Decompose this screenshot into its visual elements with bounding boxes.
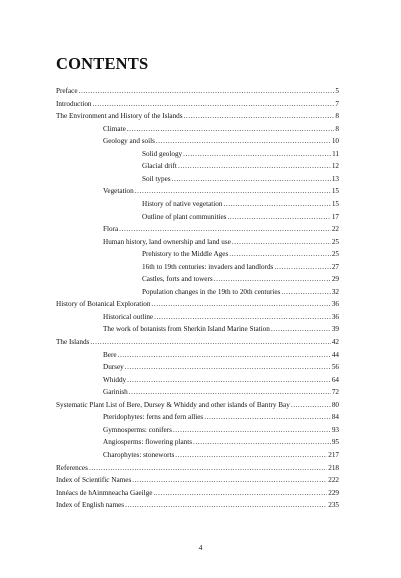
toc-leader-dots — [172, 175, 331, 184]
toc-entry-label: Preface — [56, 87, 78, 95]
toc-entry-page: 17 — [331, 212, 339, 221]
toc-entry — [103, 388, 339, 397]
toc-leader-dots — [183, 150, 331, 159]
toc-entry — [103, 325, 339, 334]
toc-entry-label: Prehistory to the Middle Ages — [142, 250, 229, 259]
toc-leader-dots — [175, 451, 327, 460]
toc-entry-page: 29 — [331, 275, 339, 284]
toc-entry-label: Dursey — [103, 363, 124, 372]
toc-entry — [56, 489, 339, 498]
toc-entry-page: 222 — [328, 476, 339, 485]
toc-leader-dots — [271, 325, 331, 334]
toc-entry-page: 32 — [331, 287, 339, 296]
toc-entry-page: 95 — [331, 438, 339, 447]
toc-entry — [56, 401, 339, 410]
toc-entry-label: Glacial drift — [142, 162, 177, 171]
toc-leader-dots — [223, 200, 330, 209]
toc-entry-label: Bere — [103, 350, 117, 359]
toc-entry-label: Introduction — [56, 99, 92, 108]
toc-leader-dots — [129, 388, 331, 397]
toc-entry-page: 12 — [331, 162, 339, 171]
toc-entry-page: 10 — [331, 137, 339, 146]
toc-leader-dots — [79, 87, 335, 96]
toc-entry-page: 235 — [328, 501, 339, 510]
toc-leader-dots — [184, 112, 335, 121]
toc-entry — [103, 238, 339, 247]
toc-entry — [103, 438, 339, 447]
toc-entry-page: 5 — [335, 87, 339, 95]
toc-entry-label: Historical outline — [103, 312, 154, 321]
toc-entry — [103, 225, 339, 234]
toc-entry-page: 39 — [331, 325, 339, 334]
toc-entry — [142, 175, 339, 184]
toc-leader-dots — [119, 225, 331, 234]
toc-entry-label: Geology and soils — [103, 137, 155, 146]
toc-entry-page: 25 — [331, 250, 339, 259]
toc-entry-page: 13 — [331, 174, 339, 183]
toc-entry-page: 93 — [331, 425, 339, 434]
toc-entry-page: 22 — [331, 225, 339, 234]
toc-entry-label: Whiddy — [103, 375, 127, 384]
toc-leader-dots — [229, 250, 331, 259]
toc-entry-label: Index of English names — [56, 501, 125, 510]
toc-entry-label: Flora — [103, 225, 119, 234]
toc-leader-dots — [125, 501, 327, 510]
toc-leader-dots — [93, 100, 335, 109]
toc-entry-label: Garinish — [103, 388, 128, 397]
toc-entry-label: The work of botanists from Sherkin Island Marine Station — [103, 325, 270, 334]
toc-entry-page: 27 — [331, 262, 339, 271]
toc-entry-label: Innéacs de hAinmneacha Gaeilge — [56, 488, 153, 497]
toc-entry — [142, 263, 339, 272]
toc-entry-label: Charophytes: stoneworts — [103, 450, 175, 459]
toc-leader-dots — [232, 238, 331, 247]
toc-entry-page: 36 — [331, 312, 339, 321]
toc-entry-label: Index of Scientific Names — [56, 476, 132, 485]
toc-entry — [56, 464, 339, 473]
toc-entry-page: 218 — [328, 463, 339, 472]
toc-entry-page: 11 — [332, 149, 339, 158]
toc-entry — [142, 213, 339, 222]
toc-entry-page: 64 — [331, 375, 339, 384]
toc-entry-page: 229 — [328, 488, 339, 497]
toc-entry-label: References — [56, 463, 88, 472]
toc-leader-dots — [153, 489, 327, 498]
toc-leader-dots — [151, 300, 330, 309]
toc-leader-dots — [227, 213, 330, 222]
toc-entry — [142, 162, 339, 171]
toc-entry-label: Outline of plant communities — [142, 212, 227, 221]
toc-entry — [103, 413, 339, 422]
toc-leader-dots — [89, 464, 327, 473]
toc-entry — [103, 363, 339, 372]
toc-entry-label: Population changes in the 19th to 20th centuries — [142, 287, 281, 296]
toc-entry — [103, 187, 339, 196]
toc-entry — [103, 376, 339, 385]
toc-entry-label: Gymnosperms: conifers — [103, 425, 172, 434]
toc-entry-label: Angiosperms: flowering plants — [103, 438, 193, 447]
toc-entry — [56, 476, 339, 485]
toc-entry-page: 217 — [328, 450, 339, 459]
toc-entry — [142, 275, 339, 284]
toc-leader-dots — [274, 263, 330, 272]
toc-entry-label: Castles, forts and towers — [142, 275, 213, 284]
toc-entry-page: 15 — [331, 199, 339, 208]
toc-entry-page: 84 — [331, 413, 339, 422]
toc-entry-page: 8 — [335, 112, 339, 121]
toc-entry-label: The Islands — [56, 338, 90, 346]
toc-entry-page: 7 — [335, 99, 339, 108]
toc-entry-label: Human history, land ownership and land use — [103, 237, 231, 246]
toc-leader-dots — [127, 125, 335, 134]
toc-entry-page: 25 — [331, 237, 339, 246]
toc-entry-page: 44 — [331, 350, 339, 359]
toc-leader-dots — [156, 137, 331, 146]
toc-entry-page: 56 — [331, 363, 339, 372]
toc-entry — [56, 501, 339, 510]
toc-entry — [142, 150, 339, 159]
toc-entry — [103, 426, 339, 435]
toc-leader-dots — [281, 288, 330, 297]
toc-leader-dots — [291, 401, 331, 410]
toc-entry — [56, 100, 339, 109]
toc-entry — [103, 125, 339, 134]
toc-entry-page: 42 — [331, 338, 339, 346]
toc-leader-dots — [118, 351, 331, 360]
toc-entry-label: Soil types — [142, 174, 171, 183]
page-title: CONTENTS — [56, 54, 149, 73]
toc-entry-label: History of native vegetation — [142, 199, 223, 208]
toc-leader-dots — [214, 275, 331, 284]
toc-leader-dots — [125, 363, 331, 372]
toc-entry-label: Systematic Plant List of Bere, Dursey & Whiddy and other islands of Bantry Bay — [56, 400, 290, 409]
toc-entry-label: 16th to 19th centuries: invaders and landlords — [142, 262, 274, 271]
toc-entry-page: 72 — [331, 388, 339, 397]
toc-leader-dots — [178, 162, 331, 171]
toc-leader-dots — [135, 187, 331, 196]
toc-leader-dots — [90, 338, 330, 347]
toc-leader-dots — [154, 313, 331, 322]
toc-leader-dots — [132, 476, 327, 485]
toc-entry — [142, 200, 339, 209]
toc-entry — [142, 250, 339, 259]
toc-entry-label: History of Botanical Exploration — [56, 300, 151, 309]
toc-entry — [56, 87, 339, 96]
toc-entry-label: Solid geology — [142, 149, 183, 158]
toc-entry — [56, 112, 339, 121]
toc-entry — [142, 288, 339, 297]
page-number: 4 — [198, 543, 203, 552]
toc-entry-page: 36 — [331, 300, 339, 309]
toc-entry-label: Pteridophytes: ferns and fern allies — [103, 413, 204, 422]
toc-entry-page: 8 — [335, 124, 339, 133]
toc-entry — [103, 451, 339, 460]
toc-entry-page: 80 — [331, 400, 339, 409]
toc-entry — [103, 313, 339, 322]
toc-leader-dots — [127, 376, 331, 385]
toc-entry-label: The Environment and History of the Islands — [56, 112, 183, 121]
toc-leader-dots — [204, 413, 331, 422]
toc-leader-dots — [193, 438, 331, 447]
toc-entry — [56, 338, 339, 347]
toc-entry-label: Vegetation — [103, 187, 134, 196]
toc-entry — [56, 300, 339, 309]
toc-entry — [103, 137, 339, 146]
toc-entry — [103, 351, 339, 360]
toc-entry-page: 15 — [331, 187, 339, 196]
toc-leader-dots — [173, 426, 331, 435]
toc-entry-label: Climate — [103, 124, 126, 133]
